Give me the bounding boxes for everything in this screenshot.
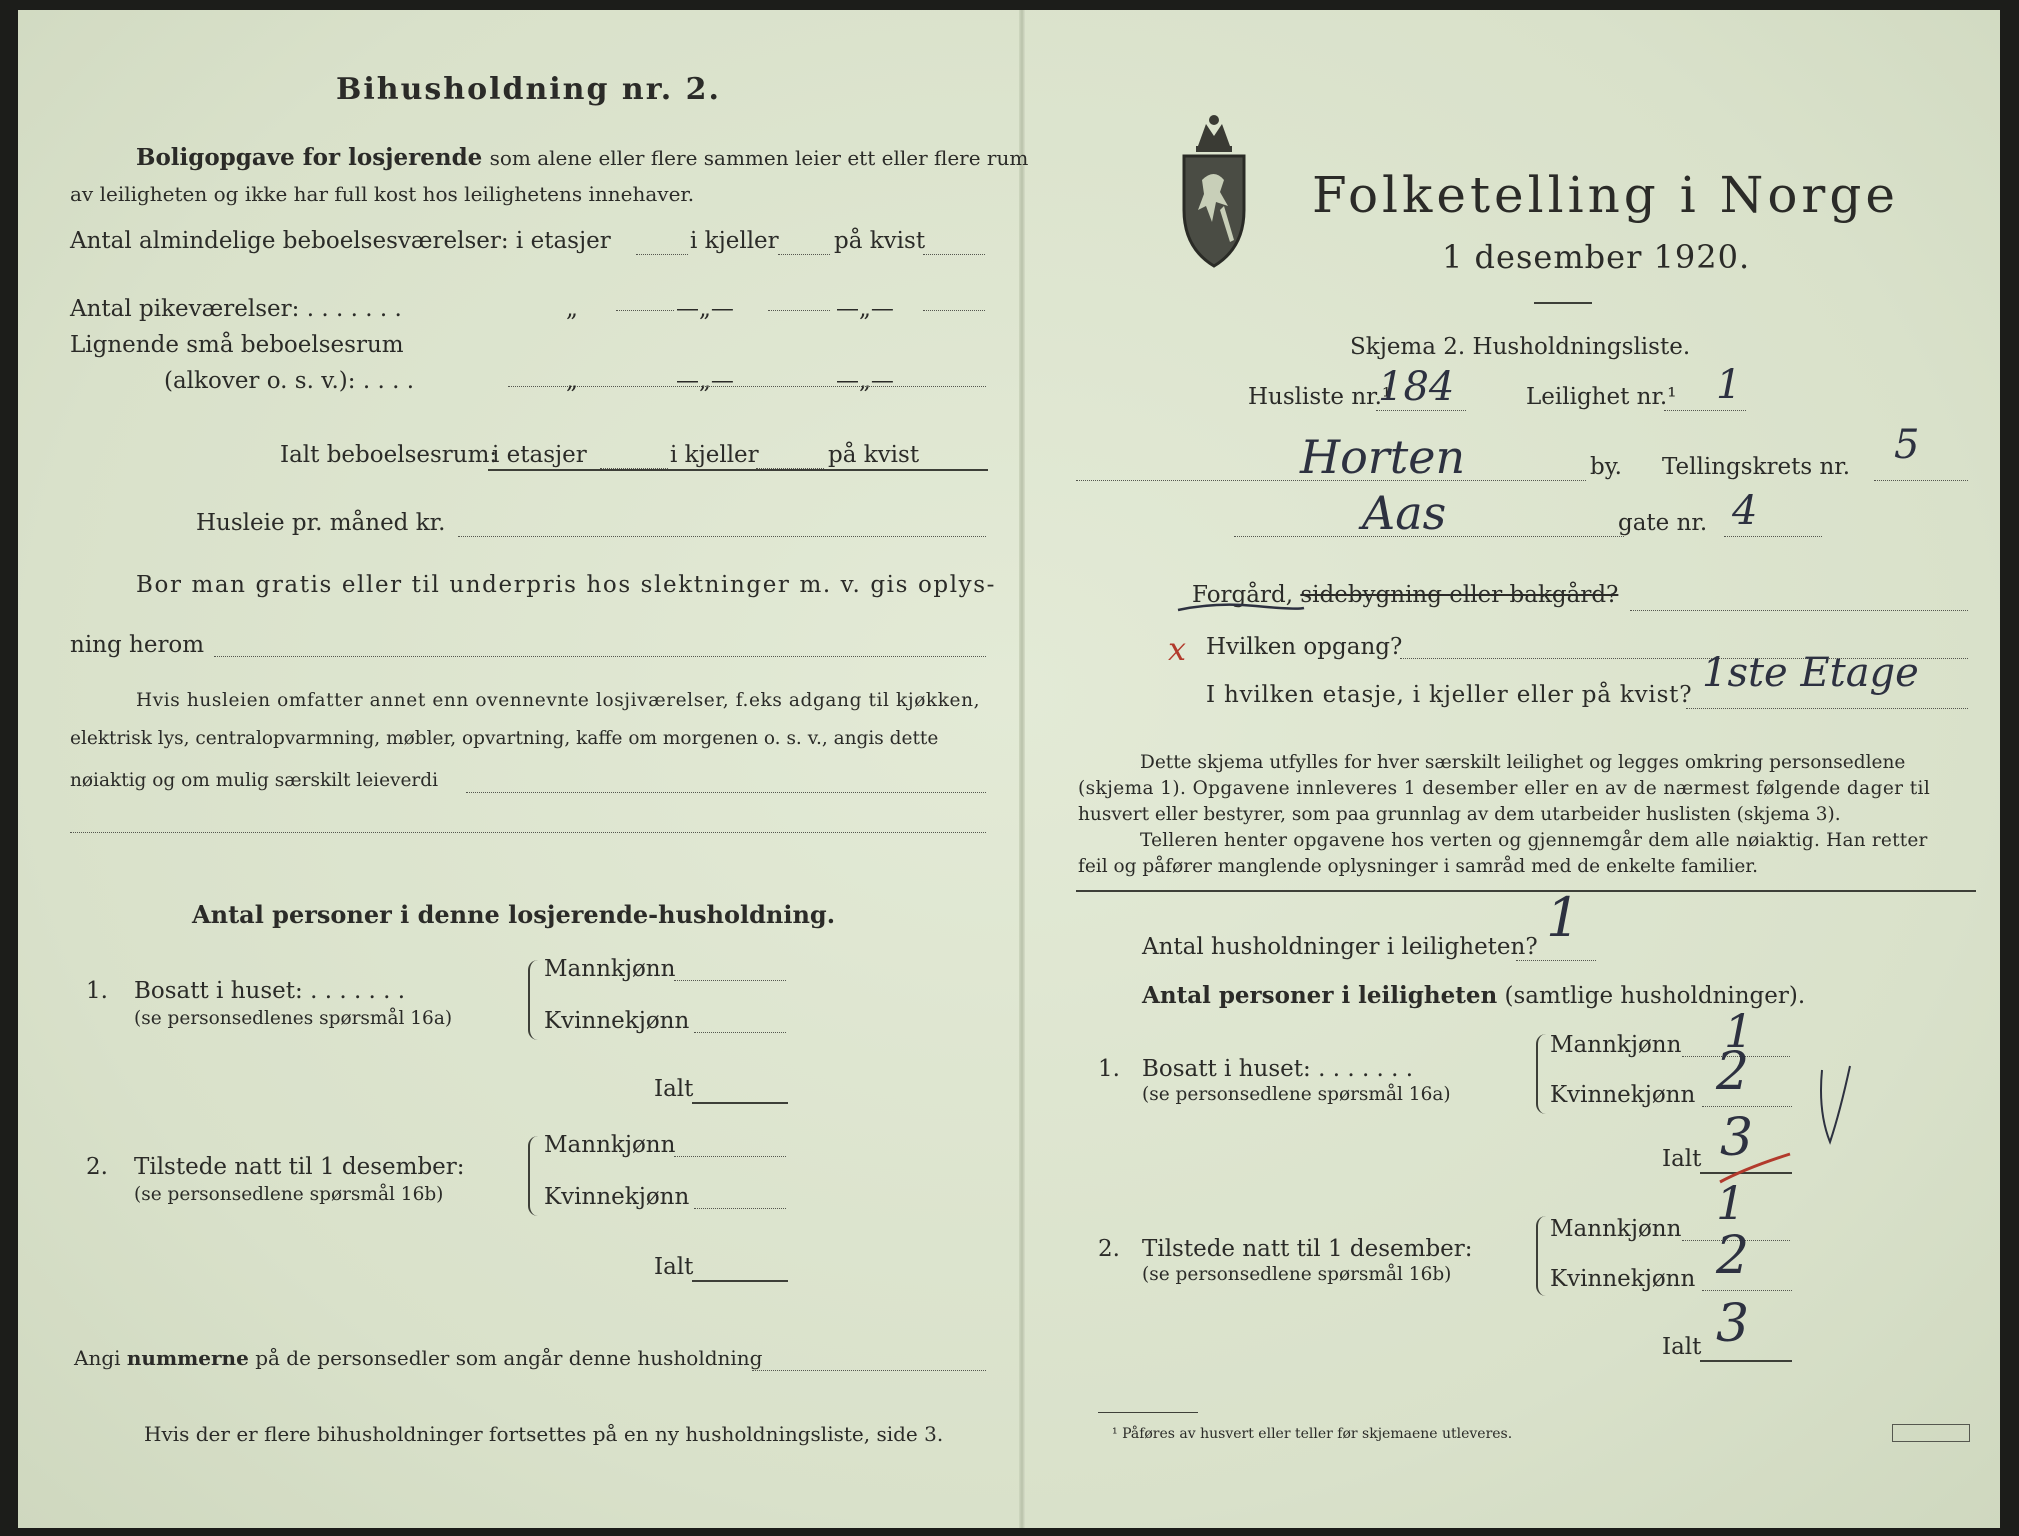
antal-heading: Antal personer i denne losjerende-husholdning. [192,900,836,929]
husliste-label: Husliste nr.¹ [1248,384,1392,410]
field-angi[interactable] [752,1370,986,1371]
field-antal-husholdninger[interactable] [1516,960,1596,961]
left-title: Bihusholdning nr. 2. [336,72,721,107]
left-q2-sub: (se personsedlene spørsmål 16b) [134,1184,444,1205]
right-date: 1 desember 1920. [1442,238,1751,276]
ialt-beboelsesrum-label: Ialt beboelsesrum: [280,442,498,468]
label-kvist-ialt: på kvist [828,442,920,468]
info-line-1: Dette skjema utfylles for hver særskilt leilighet og legges omkring personsedlene [1140,752,1906,773]
left-q1-kvinne: Kvinnekjønn [544,1008,690,1034]
field-etasje[interactable] [1686,708,1968,709]
street-value: Aas [1362,486,1447,540]
ditto-lign-1: „ [566,368,578,394]
right-page [1026,10,2000,1528]
left-q1-ialt: Ialt [654,1076,694,1102]
field-alm-kvist[interactable] [923,254,985,255]
angi-line [74,1346,762,1370]
right-q2-kvinne-value: 2 [1716,1226,1750,1286]
intro-line-1 [136,144,1028,171]
census-sheet [18,10,2000,1528]
field-pike-etasjer[interactable] [616,310,674,311]
field-right-q2-kvinne[interactable] [1702,1290,1792,1291]
ditto-pike-3: —„— [836,296,894,322]
field-left-q1-ialt[interactable] [692,1102,788,1104]
right-q1-brace [1536,1034,1548,1114]
field-forgaard[interactable] [1630,610,1968,611]
right-q1-mann: Mannkjønn [1550,1032,1682,1058]
husleie-label: Husleie pr. måned kr. [196,510,446,536]
row-lignende-2: (alkover o. s. v.): . . . . [164,368,415,394]
info-rule [1076,890,1976,892]
right-q2-mann-value: 1 [1716,1176,1746,1230]
antal-personer-bold: Antal personer i leiligheten [1142,982,1498,1009]
right-q1-num: 1. [1098,1056,1120,1082]
left-q1-brace [528,960,540,1040]
right-q1-label: Bosatt i huset: . . . . . . . [1142,1056,1414,1082]
info-line-4: Telleren henter opgavene hos verten og gjennemgår dem alle nøiaktig. Han retter [1140,830,1928,851]
field-right-q1-kvinne[interactable] [1702,1106,1792,1107]
intro-rest: som alene eller flere sammen leier ett eller flere rum [489,146,1029,170]
label-etasjer-ialt: i etasjer [492,442,587,468]
field-alm-kjeller[interactable] [778,254,830,255]
leilighet-value: 1 [1716,362,1742,408]
right-q2-ialt-value: 3 [1716,1294,1750,1354]
left-q1-sub: (se personsedlenes spørsmål 16a) [134,1008,453,1029]
ditto-lign-3: —„— [836,368,894,394]
antal-personer-line [1142,982,1805,1009]
etasje-question: I hvilken etasje, i kjeller eller på kvist? [1206,682,1693,708]
etasje-value: 1ste Etage [1702,650,1919,696]
field-left-q1-kvinne[interactable] [694,1032,786,1033]
leilighet-label: Leilighet nr.¹ [1526,384,1677,410]
right-title: Folketelling i Norge [1312,166,1899,224]
antal-husholdninger-label: Antal husholdninger i leiligheten? [1142,934,1538,960]
left-q1-mann: Mannkjønn [544,956,676,982]
ialt-underline [488,469,988,471]
left-q1-label: Bosatt i huset: . . . . . . . [134,978,406,1004]
field-leieverdi[interactable] [466,792,986,793]
left-q2-mann: Mannkjønn [544,1132,676,1158]
field-right-q2-ialt[interactable] [1700,1360,1792,1362]
field-leilighet[interactable] [1664,410,1746,411]
left-q2-num: 2. [86,1154,108,1180]
sidebygning-label: sidebygning eller bakgård? [1300,582,1619,608]
opgang-label: Hvilken opgang? [1206,634,1403,660]
forgaard-label: Forgård, [1192,582,1294,608]
field-tellingskrets[interactable] [1874,480,1968,481]
antal-husholdninger-value: 1 [1546,886,1581,949]
field-gate[interactable] [1724,536,1822,537]
angi-pre: Angi [74,1346,121,1370]
row-almindelige: Antal almindelige beboelsesværelser: i etasjer [70,228,611,254]
ditto-lign-2: —„— [676,368,734,394]
right-q1-mann-value: 1 [1724,1004,1754,1058]
right-q1-ialt: Ialt [1662,1146,1702,1172]
bor-line-2: ning herom [70,632,205,658]
field-husliste[interactable] [1376,410,1466,411]
field-left-q2-ialt[interactable] [692,1280,788,1282]
page-fold [1019,10,1025,1528]
ditto-pike-2: —„— [676,296,734,322]
info-line-2: (skjema 1). Opgavene innleveres 1 desember eller en av de nærmest følgende dager til [1078,778,1931,799]
right-q1-sub: (se personsedlene spørsmål 16a) [1142,1084,1451,1105]
left-q2-kvinne: Kvinnekjønn [544,1184,690,1210]
right-q1-kvinne: Kvinnekjønn [1550,1082,1696,1108]
right-q1-kvinne-value: 2 [1716,1042,1750,1102]
hvis-line-3: nøiaktig og om mulig særskilt leieverdi [70,770,439,791]
info-line-5: feil og påfører manglende oplysninger i samråd med de enkelte familier. [1078,856,1758,877]
right-q2-sub: (se personsedlene spørsmål 16b) [1142,1264,1452,1285]
field-bor[interactable] [214,656,986,657]
right-q2-mann: Mannkjønn [1550,1216,1682,1242]
field-alm-etasjer[interactable] [636,254,688,255]
row-pike: Antal pikeværelser: . . . . . . . [70,296,402,322]
field-left-q2-mann[interactable] [674,1156,786,1157]
antal-personer-rest: (samtlige husholdninger). [1504,983,1806,1009]
field-husleie[interactable] [458,536,986,537]
skjema-label: Skjema 2. Husholdningsliste. [1350,334,1691,360]
right-q2-brace [1536,1216,1548,1296]
right-q2-kvinne: Kvinnekjønn [1550,1266,1696,1292]
city-value: Horten [1300,430,1466,484]
field-leieverdi-2[interactable] [70,832,986,833]
field-pike-kjeller[interactable] [768,310,830,311]
right-footnote: ¹ Påføres av husvert eller teller før skjemaene utleveres. [1112,1426,1513,1442]
left-q2-ialt: Ialt [654,1254,694,1280]
right-q2-num: 2. [1098,1236,1120,1262]
left-footer: Hvis der er flere bihusholdninger fortsettes på en ny husholdningsliste, side 3. [144,1422,944,1446]
field-left-q1-mann[interactable] [674,980,786,981]
ditto-pike-1: „ [566,296,578,322]
left-q1-num: 1. [86,978,108,1004]
field-left-q2-kvinne[interactable] [694,1208,786,1209]
printer-stamp [1892,1424,1970,1442]
angi-bold: nummerne [126,1346,249,1370]
bor-line-1: Bor man gratis eller til underpris hos slektninger m. v. gis oplys- [136,572,997,598]
left-q2-brace [528,1136,540,1216]
label-kvist-1: på kvist [834,228,926,254]
right-q2-ialt: Ialt [1662,1334,1702,1360]
check-mark-icon [1816,1062,1856,1152]
intro-line-2: av leiligheten og ikke har full kost hos leilighetens innehaver. [70,182,695,206]
info-line-3: husvert eller bestyrer, som paa grunnlag av dem utarbeider huslisten (skjema 3). [1078,804,1841,825]
opgang-mark: x [1168,630,1187,668]
tellingskrets-value: 5 [1894,422,1920,468]
husliste-value: 184 [1378,364,1455,410]
tellingskrets-label: Tellingskrets nr. [1662,454,1851,480]
left-page [18,10,1029,1528]
date-rule [1534,302,1592,304]
field-pike-kvist[interactable] [923,310,985,311]
hvis-line-2: elektrisk lys, centralopvarmning, møbler, opvartning, kaffe om morgenen o. s. v., angis dette [70,728,939,749]
row-lignende-1: Lignende små beboelsesrum [70,332,404,358]
angi-rest: på de personsedler som angår denne husholdning [255,1346,763,1370]
right-q2-label: Tilstede natt til 1 desember: [1142,1236,1473,1262]
hvis-line-1: Hvis husleien omfatter annet enn ovennevnte losjiværelser, f.eks adgang til kjøkken, [136,690,981,711]
left-q2-label: Tilstede natt til 1 desember: [134,1154,465,1180]
intro-bold: Boligopgave for losjerende [136,144,483,171]
label-kjeller-1: i kjeller [690,228,779,254]
gate-label: gate nr. [1618,510,1708,536]
right-q1-ialt-value: 3 [1720,1108,1754,1168]
coat-of-arms-icon [1176,110,1252,270]
footnote-rule [1098,1412,1198,1413]
label-kjeller-ialt: i kjeller [670,442,759,468]
forgaard-underline-mark [1176,598,1306,620]
field-lignende[interactable] [508,386,986,387]
gate-value: 4 [1732,488,1758,534]
by-label: by. [1590,454,1622,480]
